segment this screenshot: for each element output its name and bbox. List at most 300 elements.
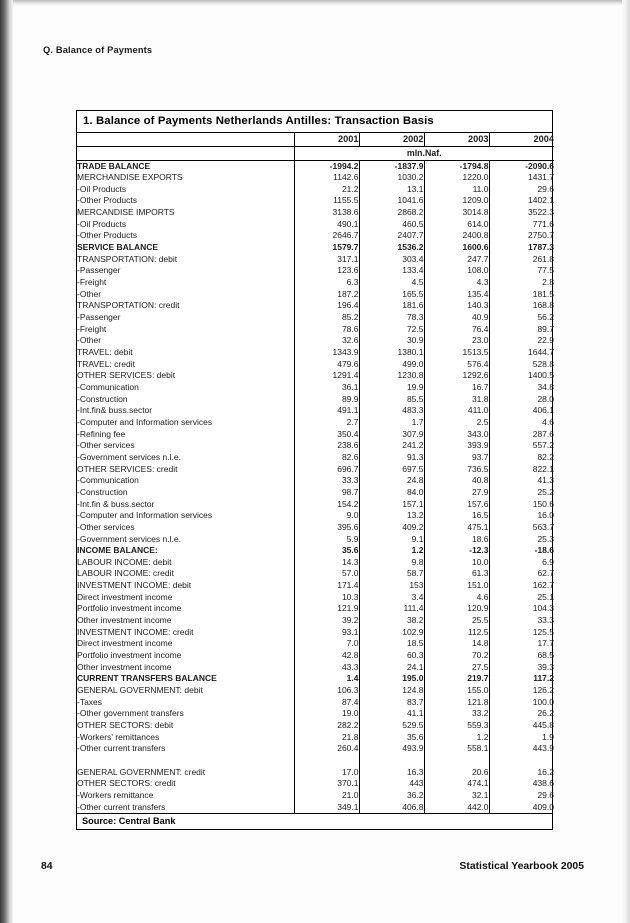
table-row [77,580,554,592]
row-label: -Oil Products [77,218,127,229]
table-row [77,312,554,324]
row-value: 5.9 [294,534,359,546]
row-value: 1155.5 [294,195,359,207]
row-value [294,755,359,767]
row-value: 112.5 [424,627,489,639]
column-header-year: 2002 [359,133,424,147]
row-label: -Other current transfers [77,743,166,754]
row-value: -2090.6 [489,160,554,172]
row-value: 35.6 [359,732,424,744]
row-value: 409.2 [359,522,424,534]
row-value: 89.7 [489,324,554,336]
row-value: 771.6 [489,219,554,231]
row-label: -Int.fin & buss.sector [77,498,155,509]
row-value: 1.7 [359,417,424,429]
row-value: 460.5 [359,219,424,231]
row-value: 395.6 [294,522,359,534]
row-label: TRAVEL: credit [77,358,135,369]
row-value: 108.0 [424,265,489,277]
row-label: -Freight [77,277,107,288]
row-value: 26.2 [489,708,554,720]
row-value: 171.4 [294,580,359,592]
row-value: 3522.3 [489,207,554,219]
row-value: 1.4 [294,673,359,685]
scan-edge-left [0,0,13,923]
row-label: -Computer and Information services [77,416,213,427]
row-value: 42.8 [294,650,359,662]
table-row [77,289,554,301]
table-row [77,673,554,685]
table-row [77,743,554,755]
row-value: 17.7 [489,638,554,650]
column-header-year: 2001 [294,133,359,147]
row-value: 83.7 [359,697,424,709]
table-row [77,767,554,779]
row-value: 165.5 [359,289,424,301]
row-value: 493.9 [359,743,424,755]
table-row [77,160,554,172]
table-row [77,708,554,720]
row-value: 393.9 [424,440,489,452]
row-label: -Government services n.l.e. [77,533,181,544]
row-label: LABOUR INCOME: debit [77,556,172,567]
row-value: 1380.1 [359,347,424,359]
row-value: 442.0 [424,802,489,814]
table-row [77,510,554,522]
row-label: -Other services [77,521,135,532]
row-label: -Other [77,335,102,346]
row-label: TRADE BALANCE [77,160,151,171]
row-label: -Passenger [77,265,121,276]
row-value: 34.8 [489,382,554,394]
row-value: 93.7 [424,452,489,464]
row-value: 1400.5 [489,370,554,382]
row-value: 4.3 [424,277,489,289]
row-label: INCOME BALANCE: [77,545,158,556]
row-value: 121.8 [424,697,489,709]
row-value: 19.0 [294,708,359,720]
table-row [77,277,554,289]
unit-blank-cell [77,147,294,161]
scan-edge-right [622,0,630,923]
row-value: 475.1 [424,522,489,534]
row-label: -Other government transfers [77,708,184,719]
row-value: 39.3 [489,662,554,674]
row-value: 153 [359,580,424,592]
row-label: OTHER SERVICES: credit [77,463,178,474]
row-value: 16.7 [424,382,489,394]
row-value: 443.9 [489,743,554,755]
row-value: 2.5 [424,417,489,429]
row-value: 168.8 [489,300,554,312]
row-value: 576.4 [424,359,489,371]
row-value: 70.2 [424,650,489,662]
row-label: -Int.fin& buss.sector [77,405,153,416]
row-value: 1343.9 [294,347,359,359]
row-value: 60.3 [359,650,424,662]
row-value: 559.3 [424,720,489,732]
row-value: 445.8 [489,720,554,732]
row-value: 104.3 [489,603,554,615]
row-value: 411.0 [424,405,489,417]
table-row [77,557,554,569]
table-row [77,184,554,196]
row-value: 100.0 [489,697,554,709]
row-value: 4.6 [489,417,554,429]
row-value: -12.3 [424,545,489,557]
row-value: 38.2 [359,615,424,627]
table-row [77,778,554,790]
row-value: 3138.6 [294,207,359,219]
page-number: 84 [41,861,53,872]
row-label: -Other Products [77,230,137,241]
table-row [77,335,554,347]
row-value: 1536.2 [359,242,424,254]
row-value: 822.1 [489,464,554,476]
row-value: 1600.6 [424,242,489,254]
table-row [77,172,554,184]
row-value: 32.1 [424,790,489,802]
row-value: 111.4 [359,603,424,615]
row-value: 124.8 [359,685,424,697]
row-label: LABOUR INCOME: credit [77,568,174,579]
table-row [77,615,554,627]
row-value: 1513.5 [424,347,489,359]
row-value: 162.7 [489,580,554,592]
row-value: 736.5 [424,464,489,476]
row-value: 155.0 [424,685,489,697]
row-value: 25.1 [489,592,554,604]
row-value: 31.8 [424,394,489,406]
table-row [77,603,554,615]
row-value: 4.5 [359,277,424,289]
row-value: 6.9 [489,557,554,569]
table-row [77,382,554,394]
row-value: 181.6 [359,300,424,312]
table-row [77,732,554,744]
row-value: 9.1 [359,534,424,546]
table-row [77,394,554,406]
row-value: 696.7 [294,464,359,476]
row-label: -Other services [77,440,135,451]
column-header-year: 2004 [489,133,554,147]
row-label: TRANSPORTATION: debit [77,253,178,264]
row-value: 30.9 [359,335,424,347]
row-value: 563.7 [489,522,554,534]
row-label: -Other [77,288,102,299]
row-value: 557.2 [489,440,554,452]
row-label: Direct investment income [77,638,173,649]
row-value: 39.2 [294,615,359,627]
row-value: 125.5 [489,627,554,639]
row-value: 483.3 [359,405,424,417]
table-row [77,685,554,697]
row-value: 14.3 [294,557,359,569]
row-value: 4.6 [424,592,489,604]
row-value: 474.1 [424,778,489,790]
row-label: GENERAL GOVERNMENT: credit [77,766,206,777]
table-row [77,499,554,511]
row-value: 1292.6 [424,370,489,382]
row-value: 24.8 [359,475,424,487]
row-label: SERVICE BALANCE [77,242,159,253]
row-value: 9.8 [359,557,424,569]
row-value: 117.2 [489,673,554,685]
row-value: 16.0 [489,510,554,522]
row-value: 102.9 [359,627,424,639]
row-label: -Other current transfers [77,801,166,812]
row-value: 558.1 [424,743,489,755]
row-label: MERCANDISE IMPORTS [77,207,175,218]
row-value: 85.5 [359,394,424,406]
row-label: TRAVEL: debit [77,347,133,357]
table-header-row [77,133,554,147]
book-title: Statistical Yearbook 2005 [459,861,584,872]
row-value: 21.8 [294,732,359,744]
row-label: OTHER SECTORS: debit [77,720,174,730]
row-value: 78.3 [359,312,424,324]
row-value: 36.2 [359,790,424,802]
row-value: 21.0 [294,790,359,802]
table-row [77,534,554,546]
row-value: 261.8 [489,254,554,266]
table-row [77,207,554,219]
row-value: 91.3 [359,452,424,464]
row-value: 2.7 [294,417,359,429]
row-value: 1209.0 [424,195,489,207]
row-value: 260.4 [294,743,359,755]
row-value: 68.5 [489,650,554,662]
table-row [77,452,554,464]
table-row [77,429,554,441]
row-label: -Refining fee [77,428,126,439]
row-label: CURRENT TRANSFERS BALANCE [77,673,217,684]
row-value: 123.6 [294,265,359,277]
row-value: 20.6 [424,767,489,779]
row-value: 78.6 [294,324,359,336]
table-spacer-row [77,755,554,767]
row-value: 343.0 [424,429,489,441]
row-value: 195.0 [359,673,424,685]
row-value: 438.6 [489,778,554,790]
row-value: 406.1 [489,405,554,417]
row-value: 406.8 [359,802,424,814]
row-value: 157.6 [424,499,489,511]
table-row [77,359,554,371]
row-value: 529.5 [359,720,424,732]
row-label: Other investment income [77,615,172,626]
row-value: 154.2 [294,499,359,511]
row-value: 317.1 [294,254,359,266]
table-row [77,464,554,476]
table-grid [77,133,554,813]
row-value: 187.2 [294,289,359,301]
row-value: 62.7 [489,568,554,580]
row-value: 19.9 [359,382,424,394]
row-label [77,755,294,767]
row-label: -Workers' remittances [77,731,160,742]
row-value: 491.1 [294,405,359,417]
row-value: 499.0 [359,359,424,371]
row-value: 350.4 [294,429,359,441]
row-value: 409.0 [489,802,554,814]
row-value: 11.0 [424,184,489,196]
row-label: INVESTMENT INCOME: debit [77,580,192,591]
row-value: 1.9 [489,732,554,744]
row-value: 157.1 [359,499,424,511]
row-value: 120.9 [424,603,489,615]
row-label: Direct investment income [77,591,173,602]
table-row [77,347,554,359]
row-value: 77.5 [489,265,554,277]
row-value: 1431.7 [489,172,554,184]
row-value: 1030.2 [359,172,424,184]
row-label: -Oil Products [77,183,127,194]
row-value: 13.1 [359,184,424,196]
row-value: 29.6 [489,184,554,196]
row-value: 2868.2 [359,207,424,219]
scan-edge-top [0,0,630,6]
row-value: 150.6 [489,499,554,511]
row-value: 16.2 [489,767,554,779]
row-value: 40.8 [424,475,489,487]
row-value: -1994.2 [294,160,359,172]
row-value: 238.6 [294,440,359,452]
row-value: 307.9 [359,429,424,441]
row-value: 24.1 [359,662,424,674]
row-value: 43.3 [294,662,359,674]
row-label: Portfolio investment income [77,650,182,661]
row-value [359,755,424,767]
row-value: 82.6 [294,452,359,464]
row-value: 33.3 [489,615,554,627]
row-label: OTHER SERVICES: debit [77,370,176,381]
row-value: 443 [359,778,424,790]
table-row [77,522,554,534]
row-label: Other investment income [77,661,172,672]
row-value: 479.6 [294,359,359,371]
table-row [77,627,554,639]
row-label: MERCHANDISE EXPORTS [77,172,183,183]
table-source-note: Source: Central Bank [77,813,552,829]
table-row [77,195,554,207]
row-value: 133.4 [359,265,424,277]
row-label: -Construction [77,486,128,497]
row-value: 3014.8 [424,207,489,219]
table-row [77,697,554,709]
row-label: -Communication [77,475,139,486]
row-label: TRANSPORTATION: credit [77,300,180,311]
row-value: 25.5 [424,615,489,627]
row-value: 21.2 [294,184,359,196]
row-value: 35.6 [294,545,359,557]
row-label: -Government services n.l.e. [77,451,181,462]
row-value: 287.6 [489,429,554,441]
row-value: 126.2 [489,685,554,697]
row-value: 1041.6 [359,195,424,207]
row-label: GENERAL GOVERNMENT: debit [77,685,203,696]
row-value: 151.0 [424,580,489,592]
row-value: 303.4 [359,254,424,266]
row-value: 2400.8 [424,230,489,242]
row-value: 25.3 [489,534,554,546]
row-value: 10.0 [424,557,489,569]
table-title: 1. Balance of Payments Netherlands Antilles: Transaction Basis [77,111,552,133]
row-value: 87.4 [294,697,359,709]
row-value: 1230.8 [359,370,424,382]
row-value: 85.2 [294,312,359,324]
row-value: 121.9 [294,603,359,615]
table-row [77,568,554,580]
row-value: 1787.3 [489,242,554,254]
row-value: 56.2 [489,312,554,324]
row-value: 89.9 [294,394,359,406]
row-value: 1.2 [424,732,489,744]
row-value: 241.2 [359,440,424,452]
table-row [77,790,554,802]
row-label: -Freight [77,323,107,334]
table-row [77,254,554,266]
unit-label: mln.Naf. [294,147,554,161]
column-header-year: 2003 [424,133,489,147]
row-value: -18.6 [489,545,554,557]
row-value: 33.2 [424,708,489,720]
table-row [77,475,554,487]
row-value: 36.1 [294,382,359,394]
row-value: 29.6 [489,790,554,802]
table-row [77,370,554,382]
row-value: 10.3 [294,592,359,604]
table-row [77,545,554,557]
table-row [77,219,554,231]
row-value: 13.2 [359,510,424,522]
row-value: 6.3 [294,277,359,289]
row-value: 9.0 [294,510,359,522]
row-value: 349.1 [294,802,359,814]
row-value: 93.1 [294,627,359,639]
row-value: 72.5 [359,324,424,336]
row-label: -Workers remittance [77,789,154,800]
row-value: 135.4 [424,289,489,301]
row-label: -Construction [77,393,128,404]
row-value: -1837.9 [359,160,424,172]
row-label: OTHER SECTORS: credit [77,778,176,789]
table-row [77,300,554,312]
row-value: 40.9 [424,312,489,324]
table-row [77,440,554,452]
row-value: 16.5 [424,510,489,522]
row-value: 23.0 [424,335,489,347]
table-row [77,650,554,662]
row-label: Portfolio investment income [77,603,182,614]
row-label: -Other Products [77,195,137,206]
row-value: 32.6 [294,335,359,347]
row-value: 28.0 [489,394,554,406]
row-value: 17.0 [294,767,359,779]
row-value: 490.1 [294,219,359,231]
row-value: 1.2 [359,545,424,557]
row-value: 1291.4 [294,370,359,382]
row-value: 247.7 [424,254,489,266]
row-value: 61.3 [424,568,489,580]
row-value: 25.2 [489,487,554,499]
row-value: 33.3 [294,475,359,487]
row-label: INVESTMENT INCOME: credit [77,626,194,637]
table-row [77,662,554,674]
row-value: 2750.7 [489,230,554,242]
row-value: 1644.7 [489,347,554,359]
row-value: 528.8 [489,359,554,371]
